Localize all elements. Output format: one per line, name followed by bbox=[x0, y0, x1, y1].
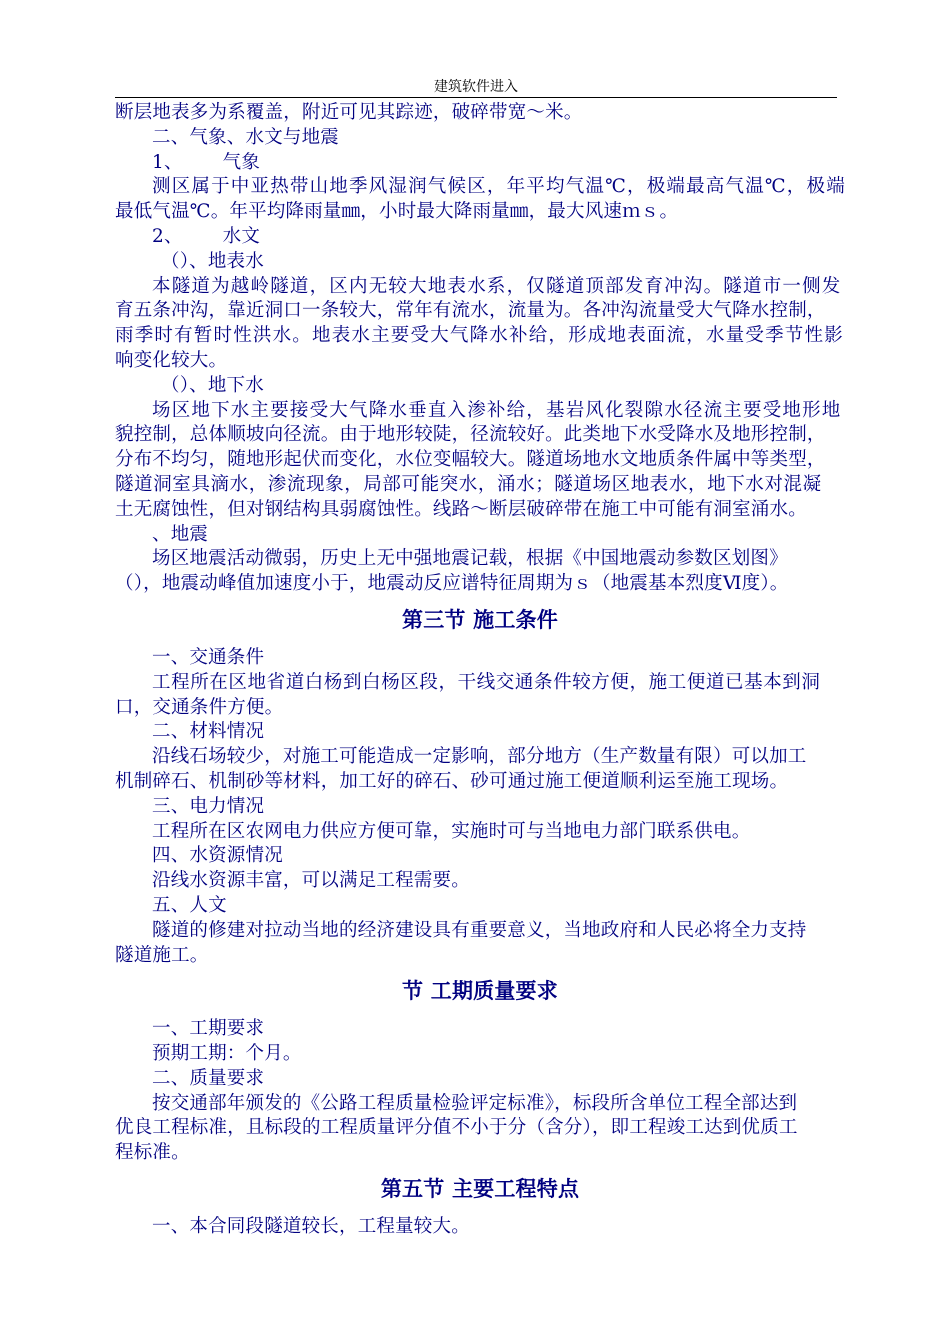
paragraph-line: 土无腐蚀性，但对钢结构具弱腐蚀性。线路～断层破碎带在施工中可能有洞室涌水。 bbox=[115, 498, 807, 520]
section-title: 四、水资源情况 bbox=[152, 845, 283, 867]
section-title: 一、工期要求 bbox=[152, 1018, 265, 1040]
subsection-title: （）、地表水 bbox=[161, 250, 264, 272]
paragraph-line: 机制碎石、机制砂等材料，加工好的碎石、砂可通过施工便道顺利运至施工现场。 bbox=[115, 770, 789, 792]
page-header: 建筑软件进入 bbox=[434, 79, 518, 95]
paragraph-line: 隧道施工。 bbox=[115, 944, 209, 966]
paragraph-line: 测区属于中亚热带山地季风湿润气候区，年平均气温℃，极端最高气温℃，极端 bbox=[152, 176, 846, 198]
paragraph-line: （），地震动峰值加速度小于，地震动反应谱特征周期为ｓ（地震基本烈度Ⅵ度）。 bbox=[115, 573, 789, 595]
paragraph-line: 隧道洞室具滴水，渗流现象，局部可能突水，涌水；隧道场区地表水，地下水对混凝 bbox=[115, 473, 822, 495]
paragraph-line: 按交通部年颁发的《公路工程质量检验评定标准》，标段所含单位工程全部达到 bbox=[152, 1092, 798, 1114]
section-title: 三、电力情况 bbox=[152, 795, 265, 817]
numbered-item bbox=[115, 151, 845, 176]
section-title: 五、人文 bbox=[152, 894, 227, 916]
paragraph-line: 本隧道为越岭隧道，区内无较大地表水系，仅隧道顶部发育冲沟。隧道市一侧发 bbox=[152, 275, 842, 297]
paragraph-line: 貌控制，总体顺坡向径流。由于地形较陡，径流较好。此类地下水受降水及地形控制， bbox=[115, 424, 826, 446]
section-title: 一、本合同段隧道较长，工程量较大。 bbox=[152, 1216, 470, 1238]
section-heading: 节 工期质量要求 bbox=[402, 979, 558, 1004]
paragraph-line: 沿线水资源丰富，可以满足工程需要。 bbox=[152, 870, 470, 892]
paragraph-line: 断层地表多为系覆盖，附近可见其踪迹，破碎带宽～米。 bbox=[115, 102, 583, 123]
paragraph-line: 最低气温℃。年平均降雨量㎜，小时最大降雨量㎜，最大风速ｍｓ。 bbox=[115, 201, 679, 223]
item-label: 水文 bbox=[222, 225, 261, 247]
section-title: 一、交通条件 bbox=[152, 646, 265, 668]
paragraph-line: 响变化较大。 bbox=[115, 349, 228, 371]
section-heading: 第三节 施工条件 bbox=[402, 607, 558, 632]
paragraph-line: 雨季时有暂时性洪水。地表水主要受大气降水补给，形成地表面流，水量受季节性影 bbox=[115, 325, 844, 347]
paragraph-line: 场区地下水主要接受大气降水垂直入渗补给，基岩风化裂隙水径流主要受地形地 bbox=[152, 399, 842, 421]
paragraph-line: 沿线石场较少，对施工可能造成一定影响，部分地方（生产数量有限）可以加工 bbox=[152, 746, 807, 768]
paragraph-line: 分布不均匀，随地形起伏而变化，水位变幅较大。隧道场地水文地质条件属中等类型， bbox=[115, 449, 826, 471]
paragraph-line: 育五条冲沟，靠近洞口一条较大，常年有流水，流量为。各冲沟流量受大气降水控制， bbox=[115, 300, 826, 322]
paragraph-line: 场区地震活动微弱，历史上无中强地震记载，根据《中国地震动参数区划图》 bbox=[152, 548, 788, 570]
subsection-title: （）、地下水 bbox=[161, 374, 264, 396]
document-body bbox=[115, 101, 845, 1240]
paragraph-line: 口，交通条件方便。 bbox=[115, 696, 284, 718]
section-title: 二、气象、水文与地震 bbox=[152, 126, 340, 148]
section-heading: 第五节 主要工程特点 bbox=[380, 1177, 580, 1202]
section-title: 二、材料情况 bbox=[152, 721, 265, 743]
header-divider bbox=[115, 97, 837, 98]
numbered-item bbox=[115, 225, 845, 250]
paragraph-line: 预期工期：个月。 bbox=[152, 1043, 302, 1065]
item-number: 1、 bbox=[152, 151, 183, 173]
paragraph-line: 工程所在区地省道白杨到白杨区段，干线交通条件较方便，施工便道已基本到洞 bbox=[152, 671, 821, 693]
section-title: 二、质量要求 bbox=[152, 1067, 265, 1089]
paragraph-line: 优良工程标准，且标段的工程质量评分值不小于分（含分），即工程竣工达到优质工 bbox=[115, 1117, 798, 1139]
paragraph-line: 工程所在区农网电力供应方便可靠，实施时可与当地电力部门联系供电。 bbox=[152, 820, 751, 842]
paragraph-line: 程标准。 bbox=[115, 1142, 190, 1164]
item-number: 2、 bbox=[152, 225, 183, 247]
subsection-title: 、地震 bbox=[152, 523, 209, 545]
paragraph-line: 隧道的修建对拉动当地的经济建设具有重要意义，当地政府和人民必将全力支持 bbox=[152, 919, 807, 941]
item-label: 气象 bbox=[222, 151, 261, 173]
